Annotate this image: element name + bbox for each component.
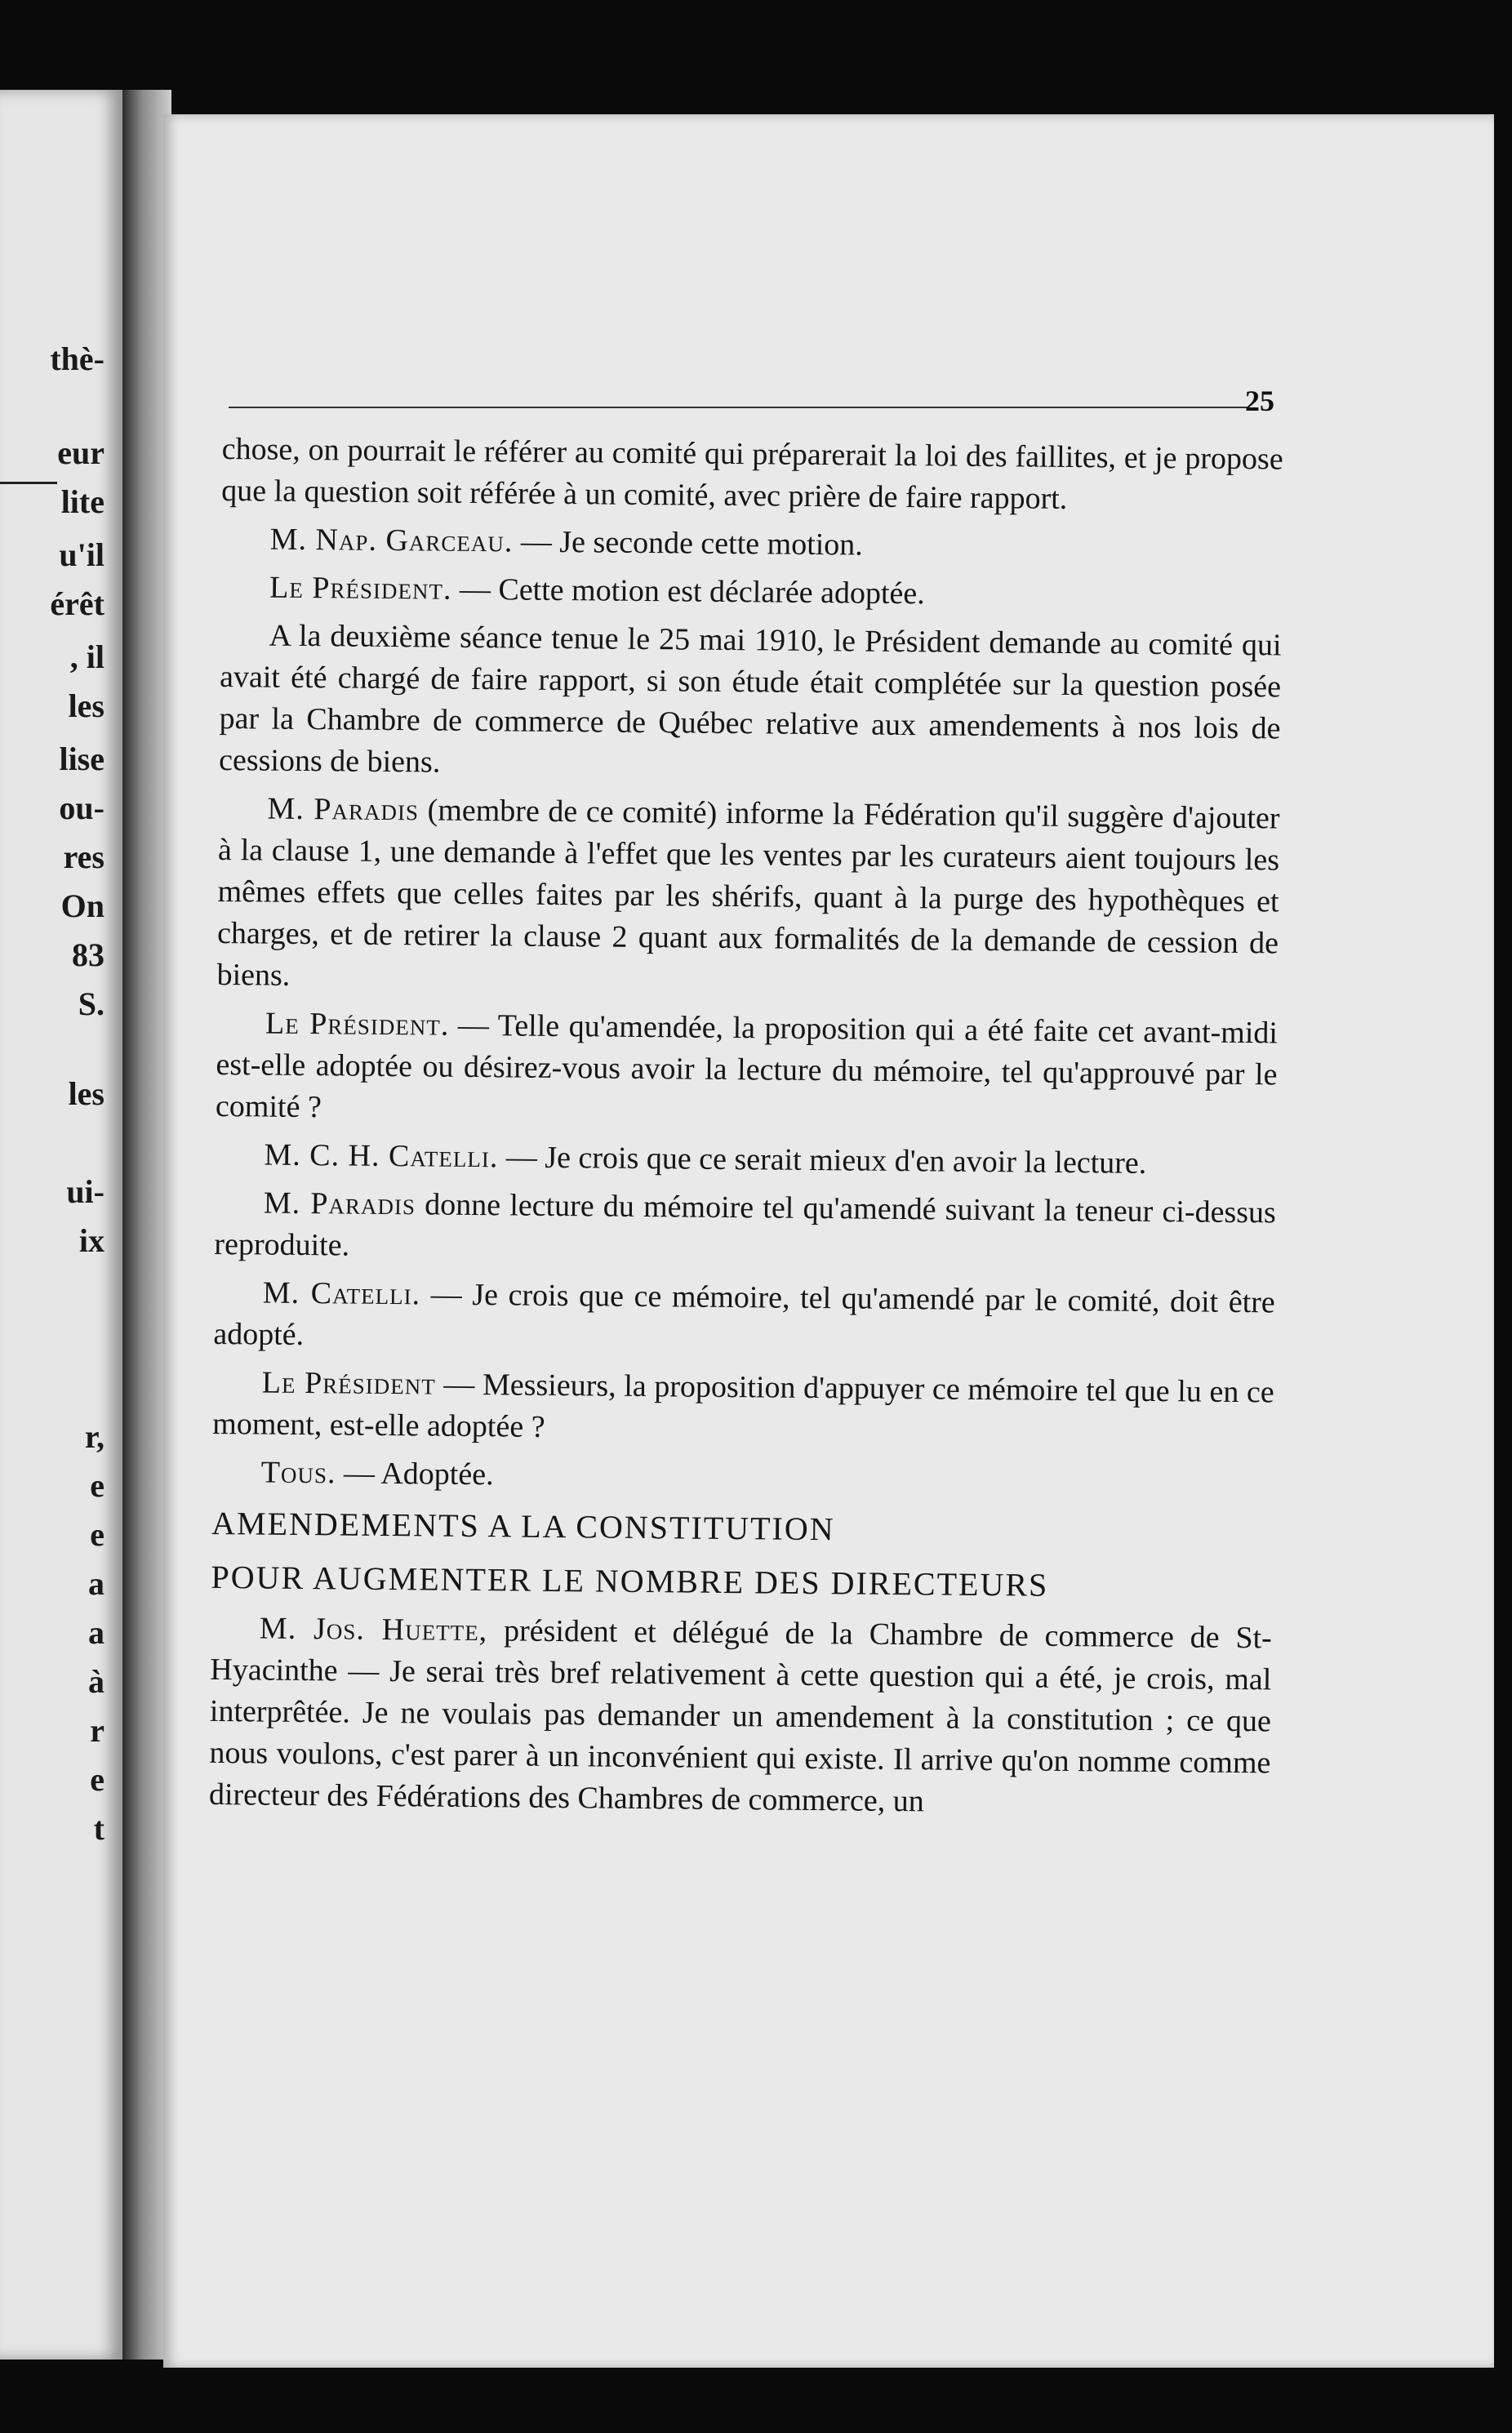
left-page-fragment: ou- [59, 790, 105, 826]
left-page-fragment: , il [69, 638, 105, 675]
left-page-fragment: r [90, 1712, 105, 1749]
page [163, 114, 1494, 2368]
paragraph-final: M. Jos. Huette, président et délégué de la Chambre de commerce de St-Hyacinthe — Je serai très bref relativement à cette question qui a été, je crois, mal interprêtée. Je ne voulais pas demander un amendement à la constitution ; ce que nous voulons, c'est parer à un inconvénient qui existe. Il arrive qu'on nomme comme directeur des Fédérations des Chambres de commerce, un [208, 1611, 1273, 1819]
left-page-fragment: eur [57, 434, 105, 471]
paragraph-6: Le Président. — Telle qu'amendée, la proposition qui a été faite cet avant-midi est-elle adoptée ou désirez-vous avoir la lecture du mémoire, tel qu'approuvé par le comité ? [215, 1006, 1279, 1125]
left-page-fragment: a [88, 1565, 105, 1602]
left-page-fragment: res [63, 838, 105, 875]
paragraph-11: Tous. — Adoptée. [260, 1455, 494, 1492]
paragraph-8: M. Paradis donne lecture du mémoire tel qu'amendé suivant la teneur ci-dessus reproduite. [214, 1185, 1277, 1263]
left-page-fragment: érêt [50, 585, 105, 622]
section-heading-line-1: AMENDEMENTS A LA CONSTITUTION [211, 1504, 835, 1548]
paragraph-2: M. Nap. Garceau. — Je seconde cette motion. [269, 522, 864, 563]
speaker: Le Président [261, 1365, 436, 1402]
left-page-fragment: 83 [72, 936, 105, 973]
paragraph-9: M. Catelli. — Je crois que ce mémoire, tel qu'amendé par le comité, doit être adopté. [213, 1275, 1275, 1353]
speaker: Tous. [260, 1455, 336, 1491]
left-page-fragment: r, [84, 1418, 105, 1455]
left-page-edge [0, 90, 122, 2360]
speaker: Le Président. [269, 570, 452, 607]
left-page-fragment: e [90, 1516, 105, 1553]
speaker: Le Président [265, 1006, 442, 1043]
paragraph-4: A la deuxième séance tenue le 25 mai 1910, le Président demande au comité qui avait été chargé de faire rapport, si son étude était complétée sur la question posée par la Chambre de commerce de Québec relative aux amendements à nos lois de cessions de biens. [218, 618, 1282, 780]
left-page-fragment: thè- [50, 340, 105, 377]
left-page-fragment: e [90, 1467, 105, 1504]
page-body [209, 429, 1283, 1832]
paragraph-7: M. C. H. Catelli. — Je crois que ce serait mieux d'en avoir la lecture. [264, 1137, 1147, 1181]
left-page-fragment: les [68, 1075, 105, 1112]
left-page-fragment: à [88, 1663, 105, 1700]
speaker: M. Jos. Huette, [259, 1611, 488, 1648]
speaker: M. Catelli. [262, 1275, 421, 1312]
left-page-fragment: lise [59, 741, 105, 777]
left-page-rule [0, 482, 57, 484]
page-number: 25 [1245, 385, 1274, 417]
left-page-fragment: u'il [59, 536, 105, 573]
speaker: M. Nap. Garceau. [269, 522, 514, 559]
paragraph-3: Le Président. — Cette motion est déclarée adoptée. [269, 570, 925, 612]
left-page-fragment: e [90, 1761, 105, 1798]
left-page-fragment: lite [60, 483, 105, 520]
speaker: M. Paradis [267, 791, 420, 828]
left-page-fragment: t [93, 1810, 105, 1847]
left-page-fragment: les [68, 687, 105, 724]
left-page-fragment: ui- [66, 1173, 105, 1210]
left-page-fragment: ix [78, 1222, 105, 1259]
paragraph-1: chose, on pourrait le référer au comité qui préparerait la loi des faillites, et je propose que la question soit référée à un comité, avec prière de faire rapport. [221, 431, 1283, 516]
left-page-fragment: On [60, 887, 105, 924]
speaker: M. C. H. Catelli. [264, 1137, 499, 1175]
speaker: M. Paradis [263, 1185, 416, 1222]
paragraph-10: Le Président — Messieurs, la proposition d'appuyer ce mémoire tel que lu en ce moment, est-elle adoptée ? [212, 1365, 1274, 1444]
section-heading-line-2: POUR AUGMENTER LE NOMBRE DES DIRECTEURS [211, 1558, 1049, 1603]
left-page-fragment: S. [78, 985, 105, 1022]
paragraph-5: M. Paradis (membre de ce comité) informe la Fédération qu'il suggère d'ajouter à la clause 1, une demande à l'effet que les ventes par les curateurs aient toujours les mêmes effets que celles faites par les shérifs, quant à la purge des hypothèques et charges, et de retirer la clause 2 quant aux formalités de la demande de cession de biens. [216, 791, 1280, 993]
left-page-fragment: a [88, 1614, 105, 1651]
header-rule [229, 407, 1249, 408]
